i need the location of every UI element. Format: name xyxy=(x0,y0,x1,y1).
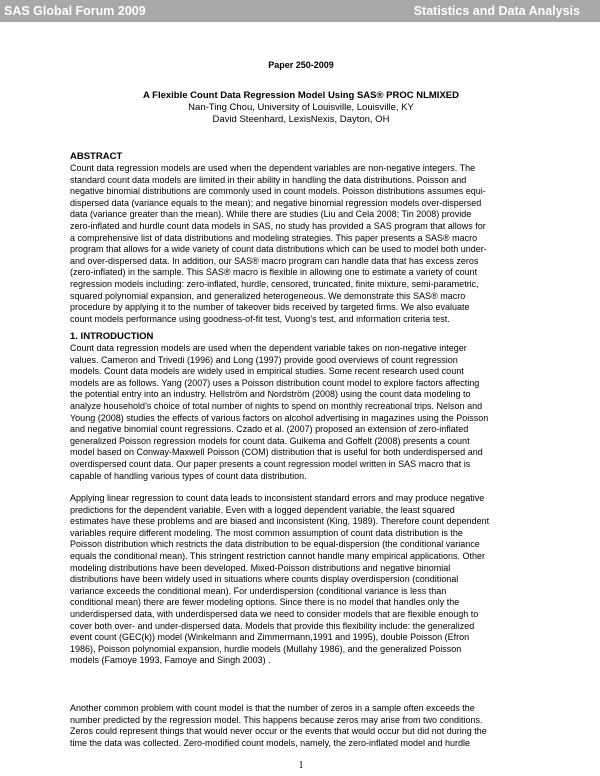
text-line: Another common problem with count model is that the number of zeros in a sample often exceeds the xyxy=(70,703,475,713)
text-line: dispersed data (variance equals to the mean); and negative binomial regression models over-dispersed xyxy=(70,197,482,208)
text-line: and negative binomial count regressions. Czado et al. (2007) proposed an extension of zero-inflated xyxy=(70,424,469,435)
text-line: variance exceeds the conditional mean). For underdispersion (conditional variance is less than xyxy=(70,585,447,596)
text-line: predictions for the dependent variable. Even with a logged dependent variable, the least squared xyxy=(70,504,455,515)
text-line: program that allows for a wide variety of count data distributions which can be used to model both under- xyxy=(70,244,487,255)
text-line: regression models including: zero-inflated, hurdle, censored, truncated, finite mixture, semi-parametric, xyxy=(70,279,479,289)
text-line: cover both over- and under-dispersed data. Models that provide this flexibility include: the generalized xyxy=(70,620,475,631)
text-line: time the data was collected. Zero-modified count models, namely, the zero-inflated model and hurdle xyxy=(70,737,471,748)
text-line: values. Cameron and Trivedi (1996) and Long (1997) provide good overviews of count regression xyxy=(70,354,458,365)
text-line: Poisson distribution which restricts the data distribution to be equal-dispersion (the conditional variance xyxy=(70,539,480,550)
conference-name: SAS Global Forum 2009 xyxy=(4,4,146,18)
abstract-heading: ABSTRACT xyxy=(70,151,123,162)
paper-title: A Flexible Count Data Regression Model Using SAS® PROC NLMIXED xyxy=(143,90,459,101)
text-line: generalized Poisson regression models for count data. Guikema and Goffelt (2008) presents a count xyxy=(70,435,470,446)
text-line: equals the conditional mean). This stringent restriction cannot handle many empirical applications. Other xyxy=(70,551,486,561)
text-line: Applying linear regression to count data leads to inconsistent standard errors and may produce negative xyxy=(70,493,485,503)
text-line: zero-inflated and hurdle count data models in SAS, no study has provided a SAS program that allows for xyxy=(70,221,486,231)
header-banner xyxy=(0,0,600,22)
text-line: modeling distributions have been developed. Mixed-Poisson distributions and negative binomial xyxy=(70,562,451,573)
text-line: models. Count data models are widely used in empirical studies. Some recent research used count xyxy=(70,366,464,377)
text-line: event count (GEC(k)) model (Winkelmann and Zimmermann,1991 and 1995), double Poisson (Efron xyxy=(70,632,470,643)
text-line: number predicted by the regression model. This happens because zeros may arise from two conditions. xyxy=(70,714,483,725)
text-line: data (variance greater than the mean). While there are studies (Liu and Cela 2008; Tin 2008) provide xyxy=(70,209,472,220)
text-line: Young (2008) studies the effects of various factors on alcohol advertising in magazines using the Poisson xyxy=(70,412,489,423)
text-line: estimates have these problems and are biased and inconsistent (King, 1989). Therefore count dependent xyxy=(70,516,490,527)
text-line: overdispersed count data. Our paper presents a count regression model written in SAS macro that is xyxy=(70,459,471,469)
text-line: a comprehensive list of data distributions and modeling strategies. This paper presents a SAS® macro xyxy=(70,232,478,243)
track-name: Statistics and Data Analysis xyxy=(413,4,580,18)
text-line: Zeros could represent things that would never occur or the events that would occur but did not during the xyxy=(70,726,487,737)
page-number: 1 xyxy=(298,760,304,771)
text-line: model based on Conway-Maxwell Poisson (COM) distribution that is useful for both underdispersed and xyxy=(70,447,483,458)
text-line: count models performance using goodness-of-fit test, Vuong’s test, and information criteria test. xyxy=(70,313,450,324)
text-line: analyze household’s choice of total number of nights to spend on monthly recreational trips. Nelson and xyxy=(70,401,483,411)
text-line: conditional mean) there are fewer modeling options. Since there is no model that handles only the xyxy=(70,597,460,608)
text-line: variables require different modeling. The most common assumption of count data distribution is the xyxy=(70,527,463,538)
text-line: squared polynomial expansion, and generalized heterogeneous. We demonstrate this SAS® macro xyxy=(70,290,466,301)
text-line: 1986), Poisson polynomial expansion, hurdle models (Mullahy 1986), and the generalized Poisson xyxy=(70,643,462,654)
author-1: Nan-Ting Chou, University of Louisville, Louisville, KY xyxy=(188,102,414,113)
text-line: procedure by applying it to the number of takeover bids received by targeted firms. We also evaluate xyxy=(70,302,470,313)
paper-number: Paper 250-2009 xyxy=(268,60,334,70)
text-line: standard count data models are limited in their ability in handling the data distributions. Poisson and xyxy=(70,174,467,185)
text-line: Count data regression models are used when the dependent variable takes on non-negative integer xyxy=(70,343,467,353)
text-line: the potential entry into an industry. Hellström and Nordström (2008) using the count data modeling to xyxy=(70,389,471,400)
text-line: (zero-inflated) in the sample. This SAS® macro is flexible in allowing one to estimate a variety of count xyxy=(70,267,478,278)
author-2: David Steenhard, LexisNexis, Dayton, OH xyxy=(212,114,390,125)
text-line: capable of handling various types of count data distribution. xyxy=(70,470,307,481)
text-line: and over-dispersed data. In addition, our SAS® macro program can handle data that has excess zeros xyxy=(70,255,479,266)
text-line: Count data regression models are used when the dependent variables are non-negative integers. The xyxy=(70,163,476,173)
text-line: underdispersed data, with underdispersed data we need to consider models that are flexible enough to xyxy=(70,609,479,619)
text-line: models (Famoye 1993, Famoye and Singh 2003) . xyxy=(70,655,271,666)
text-line: distributions have been widely used in situations where counts display overdispersion (conditional xyxy=(70,574,459,585)
text-line: negative binomial distributions are commonly used in count models. Poisson distributions assumes equi- xyxy=(70,186,486,197)
introduction-heading: 1. INTRODUCTION xyxy=(70,331,154,342)
text-line: models are as follows. Yang (2007) uses a Poisson distribution count model to explore factors affecting xyxy=(70,377,480,388)
